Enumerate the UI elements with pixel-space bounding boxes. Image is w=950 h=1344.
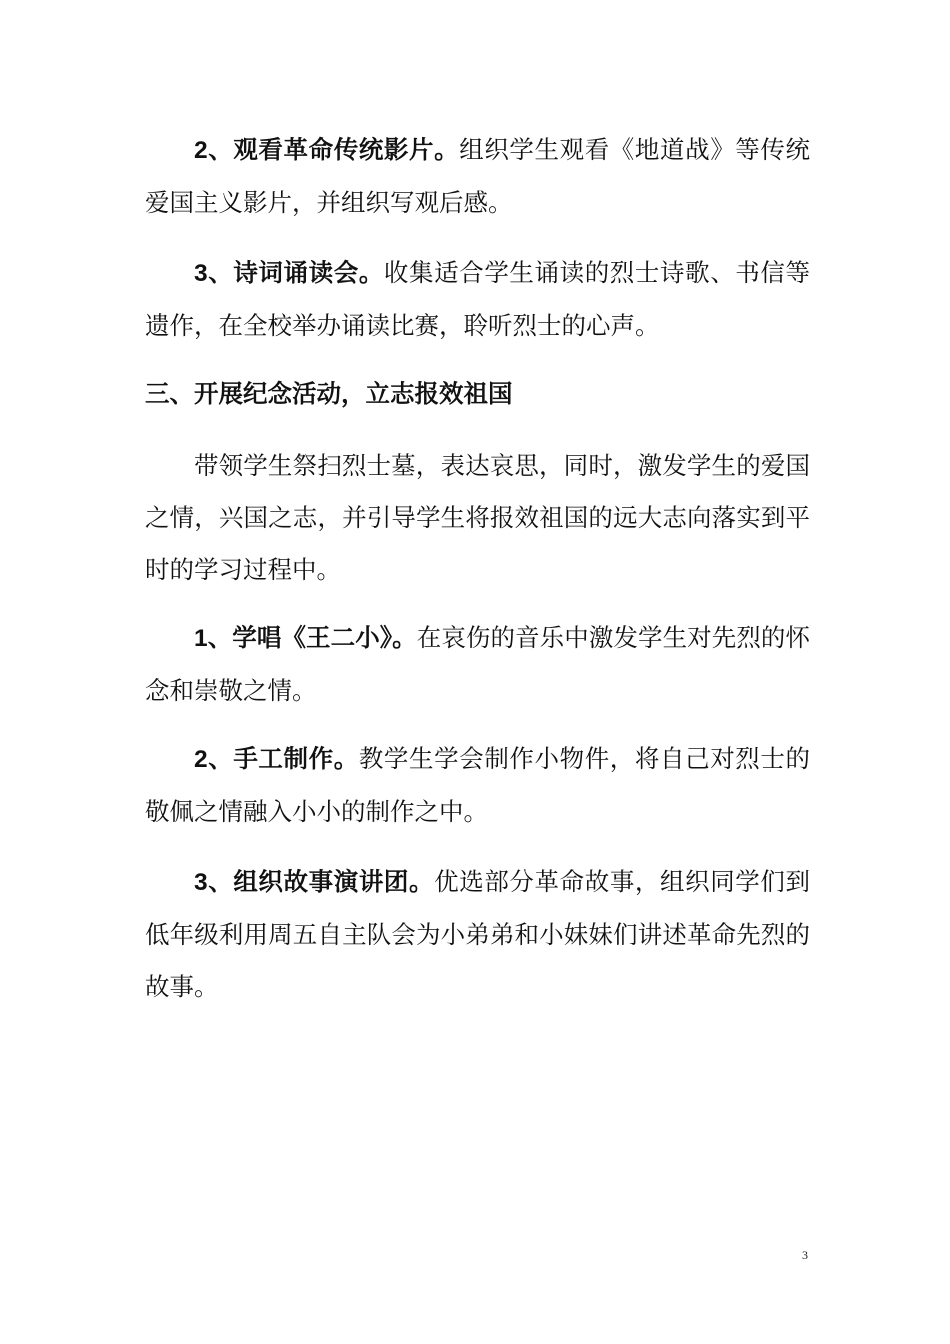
activity-lead: 1、学唱《王二小》。	[194, 625, 417, 652]
item-poetry-reading	[145, 247, 810, 352]
activity-body: 在哀伤的音乐中激发学生对先烈的怀念和崇敬之情。	[145, 623, 811, 705]
activity-lead: 2、手工制作。	[194, 746, 359, 773]
activity-storytelling	[145, 856, 810, 1013]
item-body: 收集适合学生诵读的烈士诗歌、书信等遗作，在全校举办诵读比赛，聆听烈士的心声。	[145, 258, 811, 340]
activity-body: 优选部分革命故事，组织同学们到低年级利用周五自主队会为小弟弟和小妹妹们讲述革命先烈的故事。	[145, 867, 811, 1001]
item-body: 组织学生观看《地道战》等传统爱国主义影片，并组织写观后感。	[145, 135, 811, 217]
item-lead: 3、诗词诵读会。	[194, 260, 384, 287]
item-film-viewing	[145, 124, 810, 229]
section-intro: 带领学生祭扫烈士墓，表达哀思，同时，激发学生的爱国之情，兴国之志，并引导学生将报效祖国的远大志向落实到平时的学习过程中。	[145, 451, 810, 584]
activity-handcraft	[145, 733, 810, 838]
page-number: 3	[802, 1248, 808, 1262]
section-heading: 三、开展纪念活动，立志报效祖国	[145, 381, 513, 408]
activity-lead: 3、组织故事演讲团。	[194, 869, 435, 896]
item-lead: 2、观看革命传统影片。	[194, 137, 460, 164]
activity-singing	[145, 612, 810, 717]
activity-body: 教学生学会制作小物件，将自己对烈士的敬佩之情融入小小的制作之中。	[145, 744, 810, 826]
